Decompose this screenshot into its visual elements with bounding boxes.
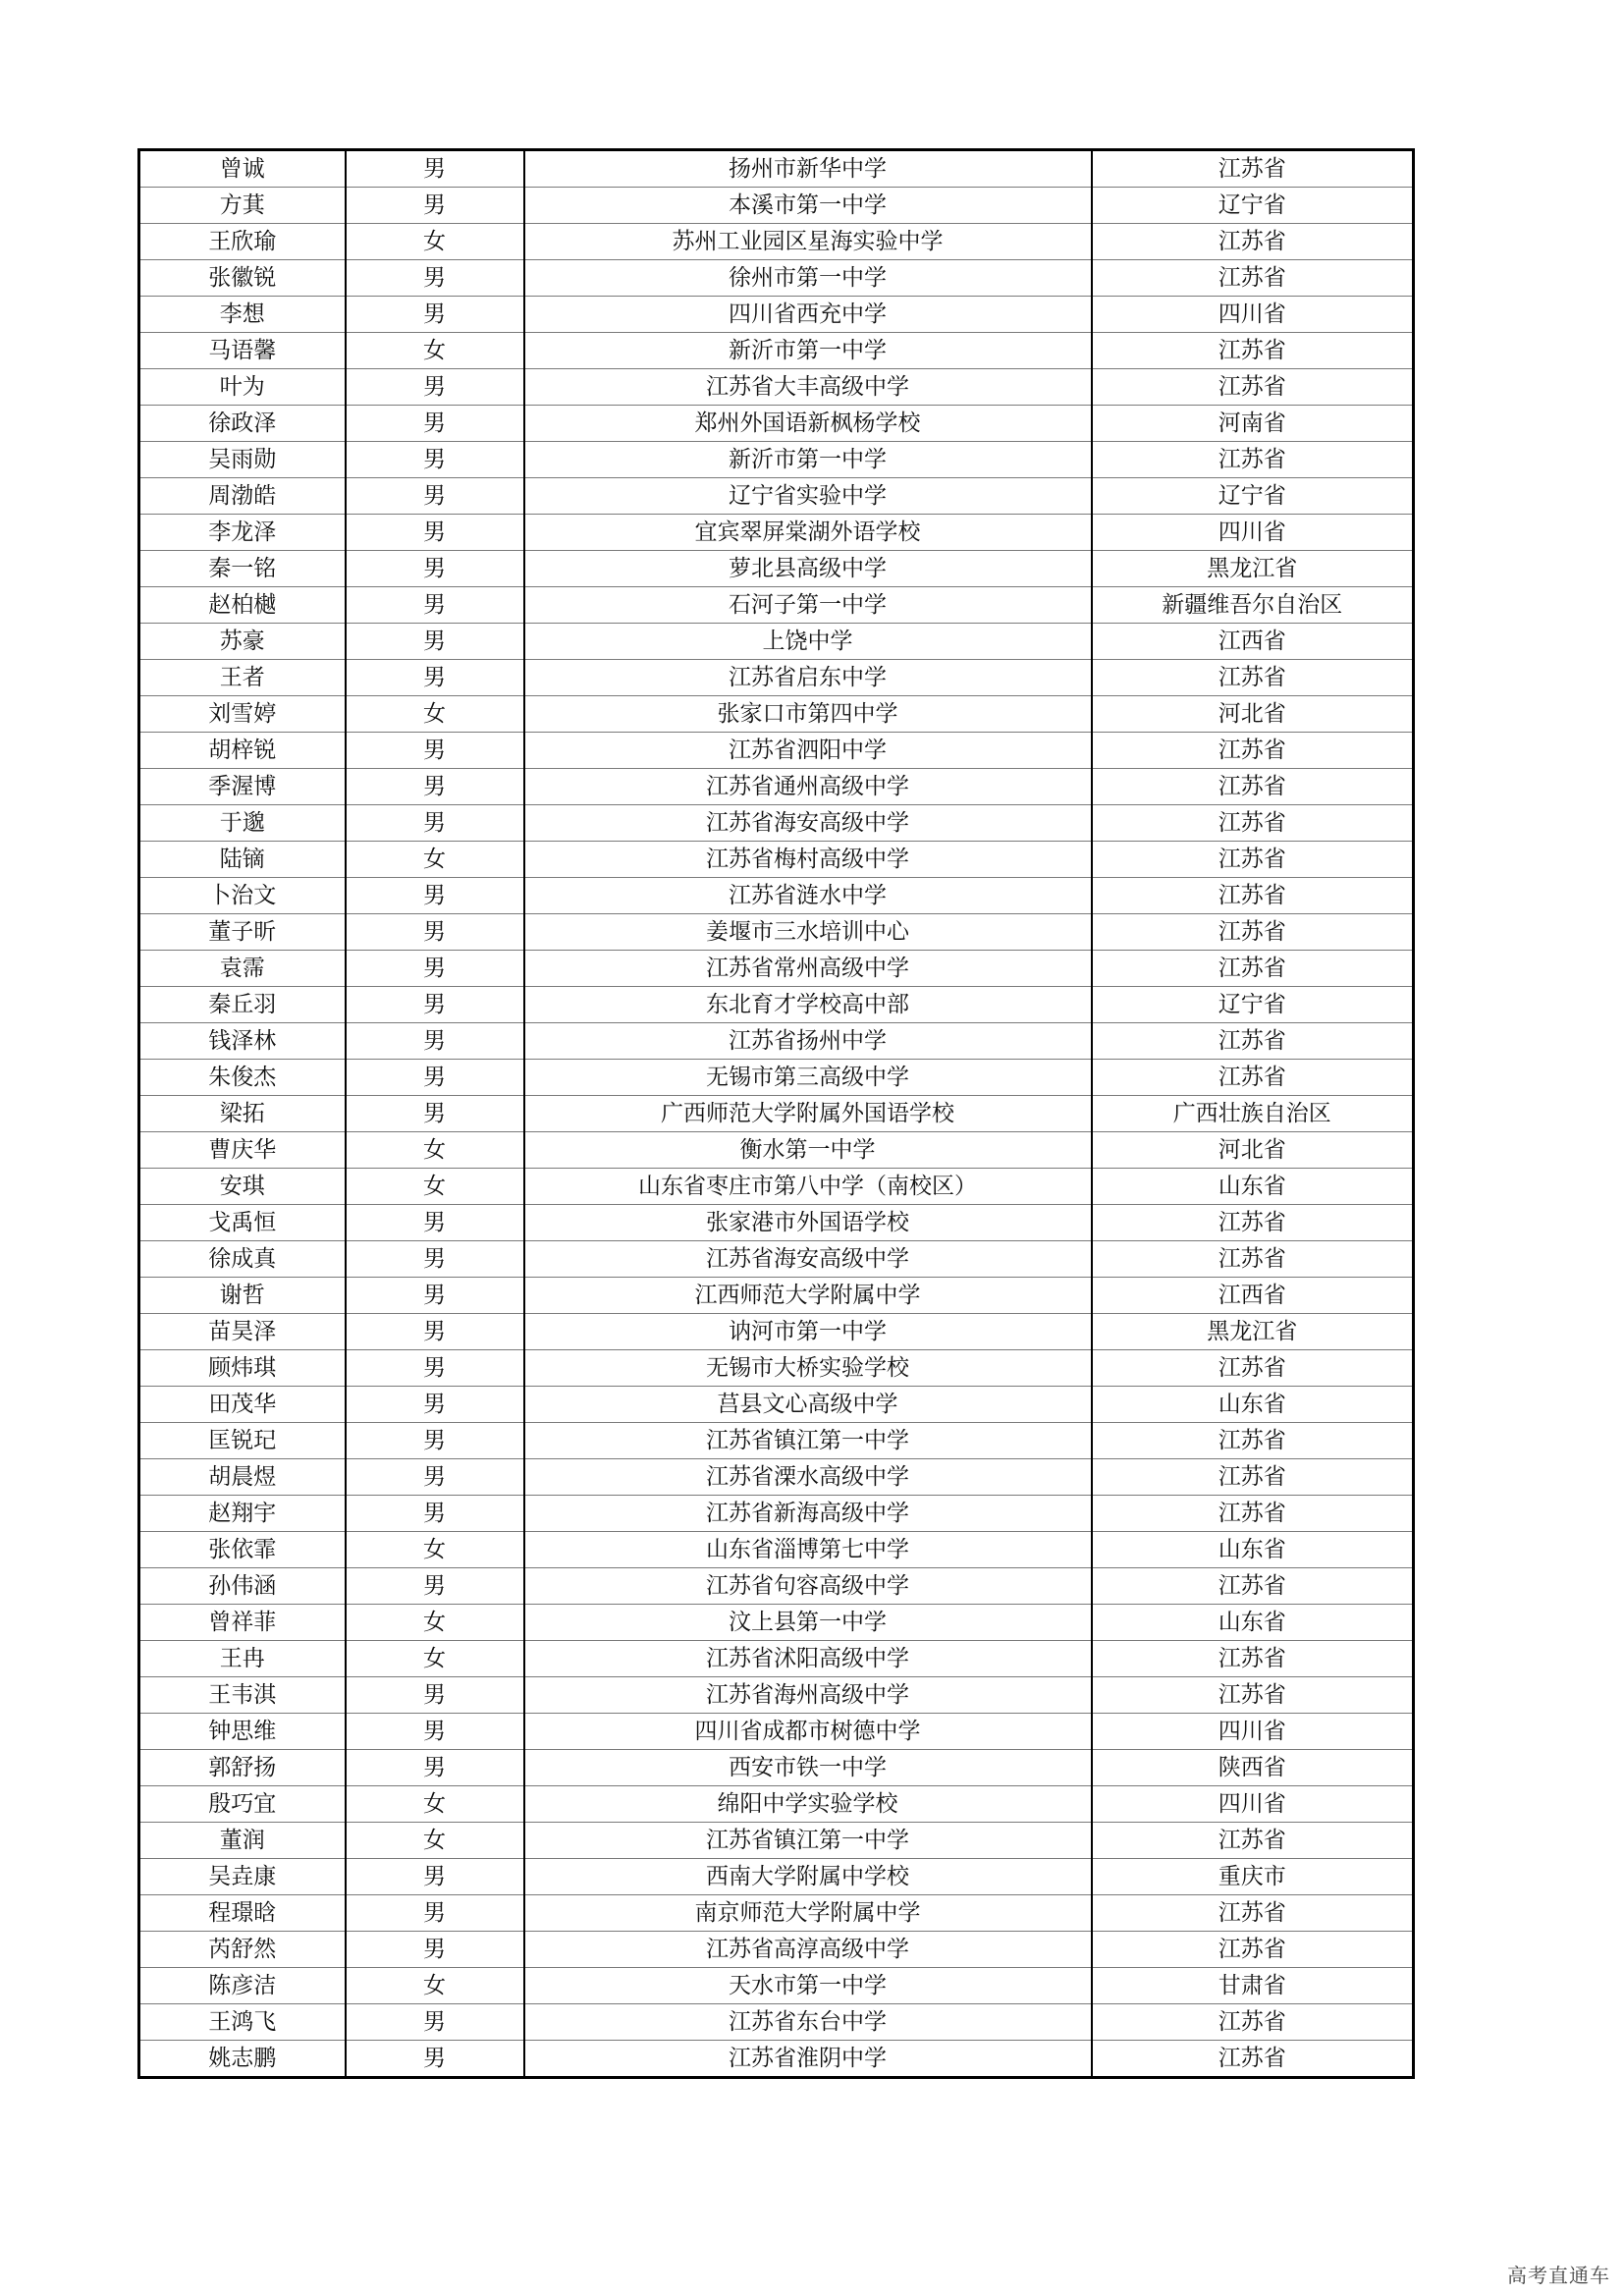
province-cell: 江苏省 xyxy=(1092,442,1414,478)
province-cell: 江苏省 xyxy=(1092,260,1414,297)
school-cell: 南京师范大学附属中学 xyxy=(524,1895,1092,1932)
student-name-cell: 曾祥菲 xyxy=(139,1605,346,1641)
school-cell: 汶上县第一中学 xyxy=(524,1605,1092,1641)
table-row xyxy=(139,805,1414,842)
gender-cell: 女 xyxy=(346,1968,524,2004)
table-row xyxy=(139,1677,1414,1714)
gender-cell: 男 xyxy=(346,587,524,624)
school-cell: 讷河市第一中学 xyxy=(524,1314,1092,1350)
school-cell: 扬州市新华中学 xyxy=(524,150,1092,188)
school-cell: 绵阳中学实验学校 xyxy=(524,1786,1092,1823)
student-name-cell: 胡晨煜 xyxy=(139,1459,346,1496)
gender-cell: 男 xyxy=(346,1278,524,1314)
table-row xyxy=(139,1895,1414,1932)
student-name-cell: 王者 xyxy=(139,660,346,696)
student-name-cell: 季渥博 xyxy=(139,769,346,805)
student-name-cell: 徐政泽 xyxy=(139,406,346,442)
table-row xyxy=(139,878,1414,914)
gender-cell: 男 xyxy=(346,442,524,478)
student-name-cell: 吴垚康 xyxy=(139,1859,346,1895)
gender-cell: 男 xyxy=(346,1241,524,1278)
school-cell: 无锡市第三高级中学 xyxy=(524,1060,1092,1096)
province-cell: 新疆维吾尔自治区 xyxy=(1092,587,1414,624)
province-cell: 江苏省 xyxy=(1092,1641,1414,1677)
table-row xyxy=(139,1714,1414,1750)
province-cell: 山东省 xyxy=(1092,1169,1414,1205)
school-cell: 江苏省沭阳高级中学 xyxy=(524,1641,1092,1677)
table-row xyxy=(139,369,1414,406)
table-row xyxy=(139,1278,1414,1314)
school-cell: 张家口市第四中学 xyxy=(524,696,1092,733)
student-name-cell: 马语馨 xyxy=(139,333,346,369)
school-cell: 新沂市第一中学 xyxy=(524,442,1092,478)
school-cell: 无锡市大桥实验学校 xyxy=(524,1350,1092,1387)
table-row xyxy=(139,1096,1414,1132)
province-cell: 四川省 xyxy=(1092,297,1414,333)
gender-cell: 男 xyxy=(346,1060,524,1096)
table-row xyxy=(139,842,1414,878)
table-row xyxy=(139,1786,1414,1823)
table-row xyxy=(139,297,1414,333)
gender-cell: 男 xyxy=(346,1895,524,1932)
school-cell: 衡水第一中学 xyxy=(524,1132,1092,1169)
province-cell: 江苏省 xyxy=(1092,1060,1414,1096)
gender-cell: 男 xyxy=(346,406,524,442)
student-name-cell: 叶为 xyxy=(139,369,346,406)
table-row xyxy=(139,551,1414,587)
province-cell: 江苏省 xyxy=(1092,1423,1414,1459)
gender-cell: 男 xyxy=(346,369,524,406)
student-name-cell: 王韦淇 xyxy=(139,1677,346,1714)
student-name-cell: 秦丘羽 xyxy=(139,987,346,1023)
student-name-cell: 曹庆华 xyxy=(139,1132,346,1169)
roster-table-body xyxy=(139,150,1414,2078)
province-cell: 江苏省 xyxy=(1092,878,1414,914)
gender-cell: 女 xyxy=(346,842,524,878)
table-row xyxy=(139,914,1414,951)
gender-cell: 男 xyxy=(346,1205,524,1241)
province-cell: 甘肃省 xyxy=(1092,1968,1414,2004)
province-cell: 江苏省 xyxy=(1092,1459,1414,1496)
school-cell: 姜堰市三水培训中心 xyxy=(524,914,1092,951)
school-cell: 山东省枣庄市第八中学（南校区） xyxy=(524,1169,1092,1205)
gender-cell: 男 xyxy=(346,1932,524,1968)
school-cell: 江苏省海安高级中学 xyxy=(524,805,1092,842)
table-row xyxy=(139,1241,1414,1278)
table-row xyxy=(139,1605,1414,1641)
student-name-cell: 董润 xyxy=(139,1823,346,1859)
table-row xyxy=(139,1750,1414,1786)
table-row xyxy=(139,624,1414,660)
school-cell: 江苏省通州高级中学 xyxy=(524,769,1092,805)
student-name-cell: 田茂华 xyxy=(139,1387,346,1423)
province-cell: 江苏省 xyxy=(1092,2004,1414,2041)
province-cell: 河北省 xyxy=(1092,1132,1414,1169)
table-row xyxy=(139,587,1414,624)
table-row xyxy=(139,150,1414,188)
gender-cell: 男 xyxy=(346,2041,524,2078)
gender-cell: 男 xyxy=(346,297,524,333)
school-cell: 天水市第一中学 xyxy=(524,1968,1092,2004)
school-cell: 江苏省大丰高级中学 xyxy=(524,369,1092,406)
table-row xyxy=(139,1169,1414,1205)
province-cell: 山东省 xyxy=(1092,1532,1414,1568)
school-cell: 江苏省海安高级中学 xyxy=(524,1241,1092,1278)
table-row xyxy=(139,260,1414,297)
student-name-cell: 卜治文 xyxy=(139,878,346,914)
school-cell: 苏州工业园区星海实验中学 xyxy=(524,224,1092,260)
gender-cell: 女 xyxy=(346,333,524,369)
school-cell: 四川省成都市树德中学 xyxy=(524,1714,1092,1750)
table-row xyxy=(139,951,1414,987)
gender-cell: 男 xyxy=(346,1568,524,1605)
school-cell: 徐州市第一中学 xyxy=(524,260,1092,297)
gender-cell: 男 xyxy=(346,1677,524,1714)
gender-cell: 男 xyxy=(346,769,524,805)
table-row xyxy=(139,660,1414,696)
school-cell: 江苏省扬州中学 xyxy=(524,1023,1092,1060)
student-name-cell: 苏豪 xyxy=(139,624,346,660)
school-cell: 江苏省高淳高级中学 xyxy=(524,1932,1092,1968)
school-cell: 江苏省溧水高级中学 xyxy=(524,1459,1092,1496)
student-name-cell: 赵柏樾 xyxy=(139,587,346,624)
school-cell: 江苏省东台中学 xyxy=(524,2004,1092,2041)
gender-cell: 男 xyxy=(346,805,524,842)
province-cell: 江苏省 xyxy=(1092,951,1414,987)
province-cell: 江西省 xyxy=(1092,1278,1414,1314)
table-row xyxy=(139,1350,1414,1387)
province-cell: 江苏省 xyxy=(1092,1350,1414,1387)
table-row xyxy=(139,1968,1414,2004)
student-name-cell: 谢哲 xyxy=(139,1278,346,1314)
student-name-cell: 顾炜琪 xyxy=(139,1350,346,1387)
table-row xyxy=(139,1060,1414,1096)
province-cell: 江苏省 xyxy=(1092,733,1414,769)
table-row xyxy=(139,1859,1414,1895)
province-cell: 江苏省 xyxy=(1092,1677,1414,1714)
school-cell: 东北育才学校高中部 xyxy=(524,987,1092,1023)
student-name-cell: 李想 xyxy=(139,297,346,333)
province-cell: 江苏省 xyxy=(1092,1895,1414,1932)
province-cell: 江苏省 xyxy=(1092,1023,1414,1060)
gender-cell: 女 xyxy=(346,1169,524,1205)
roster-table xyxy=(137,148,1415,2079)
table-row xyxy=(139,1023,1414,1060)
student-name-cell: 刘雪婷 xyxy=(139,696,346,733)
student-name-cell: 钟思维 xyxy=(139,1714,346,1750)
student-name-cell: 徐成真 xyxy=(139,1241,346,1278)
school-cell: 宜宾翠屏棠湖外语学校 xyxy=(524,515,1092,551)
province-cell: 辽宁省 xyxy=(1092,478,1414,515)
gender-cell: 男 xyxy=(346,951,524,987)
school-cell: 郑州外国语新枫杨学校 xyxy=(524,406,1092,442)
gender-cell: 男 xyxy=(346,1714,524,1750)
gender-cell: 男 xyxy=(346,260,524,297)
table-row xyxy=(139,224,1414,260)
school-cell: 山东省淄博第七中学 xyxy=(524,1532,1092,1568)
gender-cell: 男 xyxy=(346,624,524,660)
school-cell: 江西师范大学附属中学 xyxy=(524,1278,1092,1314)
table-row xyxy=(139,1496,1414,1532)
table-row xyxy=(139,1568,1414,1605)
school-cell: 江苏省镇江第一中学 xyxy=(524,1423,1092,1459)
table-row xyxy=(139,1314,1414,1350)
student-name-cell: 安琪 xyxy=(139,1169,346,1205)
gender-cell: 男 xyxy=(346,478,524,515)
province-cell: 江苏省 xyxy=(1092,1205,1414,1241)
student-name-cell: 王欣瑜 xyxy=(139,224,346,260)
school-cell: 江苏省常州高级中学 xyxy=(524,951,1092,987)
province-cell: 陕西省 xyxy=(1092,1750,1414,1786)
gender-cell: 男 xyxy=(346,1459,524,1496)
student-name-cell: 钱泽林 xyxy=(139,1023,346,1060)
gender-cell: 女 xyxy=(346,1132,524,1169)
province-cell: 江苏省 xyxy=(1092,805,1414,842)
province-cell: 江苏省 xyxy=(1092,1823,1414,1859)
gender-cell: 女 xyxy=(346,1532,524,1568)
gender-cell: 男 xyxy=(346,188,524,224)
table-row xyxy=(139,1387,1414,1423)
student-name-cell: 殷巧宜 xyxy=(139,1786,346,1823)
province-cell: 黑龙江省 xyxy=(1092,1314,1414,1350)
student-name-cell: 匡锐玘 xyxy=(139,1423,346,1459)
gender-cell: 男 xyxy=(346,1750,524,1786)
student-name-cell: 秦一铭 xyxy=(139,551,346,587)
table-row xyxy=(139,1423,1414,1459)
table-row xyxy=(139,333,1414,369)
gender-cell: 女 xyxy=(346,1823,524,1859)
student-name-cell: 芮舒然 xyxy=(139,1932,346,1968)
gender-cell: 男 xyxy=(346,1423,524,1459)
school-cell: 萝北县高级中学 xyxy=(524,551,1092,587)
province-cell: 广西壮族自治区 xyxy=(1092,1096,1414,1132)
province-cell: 江苏省 xyxy=(1092,1932,1414,1968)
gender-cell: 男 xyxy=(346,660,524,696)
table-row xyxy=(139,733,1414,769)
gender-cell: 男 xyxy=(346,987,524,1023)
student-name-cell: 陈彦洁 xyxy=(139,1968,346,2004)
student-name-cell: 赵翔宇 xyxy=(139,1496,346,1532)
table-row xyxy=(139,2041,1414,2078)
gender-cell: 男 xyxy=(346,733,524,769)
province-cell: 辽宁省 xyxy=(1092,987,1414,1023)
school-cell: 张家港市外国语学校 xyxy=(524,1205,1092,1241)
gender-cell: 男 xyxy=(346,914,524,951)
province-cell: 江苏省 xyxy=(1092,660,1414,696)
gender-cell: 男 xyxy=(346,1023,524,1060)
student-name-cell: 王鸿飞 xyxy=(139,2004,346,2041)
student-name-cell: 曾诚 xyxy=(139,150,346,188)
student-name-cell: 吴雨勋 xyxy=(139,442,346,478)
province-cell: 江苏省 xyxy=(1092,914,1414,951)
student-name-cell: 苗昊泽 xyxy=(139,1314,346,1350)
student-name-cell: 胡梓锐 xyxy=(139,733,346,769)
table-row xyxy=(139,1823,1414,1859)
gender-cell: 男 xyxy=(346,1859,524,1895)
school-cell: 四川省西充中学 xyxy=(524,297,1092,333)
table-row xyxy=(139,1459,1414,1496)
student-name-cell: 方萁 xyxy=(139,188,346,224)
student-name-cell: 陆镝 xyxy=(139,842,346,878)
table-row xyxy=(139,769,1414,805)
school-cell: 江苏省句容高级中学 xyxy=(524,1568,1092,1605)
gender-cell: 男 xyxy=(346,551,524,587)
province-cell: 江苏省 xyxy=(1092,333,1414,369)
table-row xyxy=(139,515,1414,551)
student-name-cell: 周渤皓 xyxy=(139,478,346,515)
province-cell: 四川省 xyxy=(1092,1714,1414,1750)
province-cell: 重庆市 xyxy=(1092,1859,1414,1895)
student-name-cell: 姚志鹏 xyxy=(139,2041,346,2078)
school-cell: 莒县文心高级中学 xyxy=(524,1387,1092,1423)
student-name-cell: 董子昕 xyxy=(139,914,346,951)
province-cell: 江苏省 xyxy=(1092,842,1414,878)
table-row xyxy=(139,1641,1414,1677)
student-name-cell: 张依霏 xyxy=(139,1532,346,1568)
province-cell: 江苏省 xyxy=(1092,769,1414,805)
gender-cell: 男 xyxy=(346,1387,524,1423)
table-row xyxy=(139,1132,1414,1169)
gender-cell: 男 xyxy=(346,150,524,188)
gender-cell: 男 xyxy=(346,878,524,914)
province-cell: 辽宁省 xyxy=(1092,188,1414,224)
watermark-text: 高考直通车 xyxy=(1507,2264,1610,2287)
school-cell: 西南大学附属中学校 xyxy=(524,1859,1092,1895)
gender-cell: 男 xyxy=(346,1350,524,1387)
gender-cell: 女 xyxy=(346,1605,524,1641)
student-name-cell: 戈禹恒 xyxy=(139,1205,346,1241)
province-cell: 江苏省 xyxy=(1092,2041,1414,2078)
table-row xyxy=(139,1932,1414,1968)
school-cell: 辽宁省实验中学 xyxy=(524,478,1092,515)
province-cell: 四川省 xyxy=(1092,1786,1414,1823)
table-row xyxy=(139,188,1414,224)
gender-cell: 男 xyxy=(346,1096,524,1132)
gender-cell: 男 xyxy=(346,1496,524,1532)
school-cell: 西安市铁一中学 xyxy=(524,1750,1092,1786)
table-row xyxy=(139,442,1414,478)
school-cell: 江苏省新海高级中学 xyxy=(524,1496,1092,1532)
province-cell: 江苏省 xyxy=(1092,1496,1414,1532)
table-row xyxy=(139,406,1414,442)
school-cell: 江苏省启东中学 xyxy=(524,660,1092,696)
gender-cell: 女 xyxy=(346,1641,524,1677)
province-cell: 黑龙江省 xyxy=(1092,551,1414,587)
school-cell: 上饶中学 xyxy=(524,624,1092,660)
table-row xyxy=(139,2004,1414,2041)
school-cell: 江苏省镇江第一中学 xyxy=(524,1823,1092,1859)
student-name-cell: 朱俊杰 xyxy=(139,1060,346,1096)
student-name-cell: 梁拓 xyxy=(139,1096,346,1132)
province-cell: 江苏省 xyxy=(1092,224,1414,260)
province-cell: 江苏省 xyxy=(1092,1568,1414,1605)
student-name-cell: 孙伟涵 xyxy=(139,1568,346,1605)
school-cell: 江苏省梅村高级中学 xyxy=(524,842,1092,878)
school-cell: 广西师范大学附属外国语学校 xyxy=(524,1096,1092,1132)
student-name-cell: 郭舒扬 xyxy=(139,1750,346,1786)
table-row xyxy=(139,987,1414,1023)
school-cell: 新沂市第一中学 xyxy=(524,333,1092,369)
student-name-cell: 李龙泽 xyxy=(139,515,346,551)
school-cell: 石河子第一中学 xyxy=(524,587,1092,624)
gender-cell: 男 xyxy=(346,515,524,551)
student-name-cell: 程璟晗 xyxy=(139,1895,346,1932)
student-name-cell: 张徽锐 xyxy=(139,260,346,297)
table-row xyxy=(139,1532,1414,1568)
gender-cell: 男 xyxy=(346,1314,524,1350)
province-cell: 四川省 xyxy=(1092,515,1414,551)
province-cell: 山东省 xyxy=(1092,1387,1414,1423)
province-cell: 江苏省 xyxy=(1092,369,1414,406)
student-name-cell: 王冉 xyxy=(139,1641,346,1677)
school-cell: 江苏省泗阳中学 xyxy=(524,733,1092,769)
province-cell: 江西省 xyxy=(1092,624,1414,660)
province-cell: 河南省 xyxy=(1092,406,1414,442)
province-cell: 江苏省 xyxy=(1092,1241,1414,1278)
school-cell: 江苏省淮阴中学 xyxy=(524,2041,1092,2078)
gender-cell: 男 xyxy=(346,2004,524,2041)
gender-cell: 女 xyxy=(346,1786,524,1823)
table-row xyxy=(139,696,1414,733)
province-cell: 山东省 xyxy=(1092,1605,1414,1641)
gender-cell: 女 xyxy=(346,224,524,260)
table-row xyxy=(139,1205,1414,1241)
student-name-cell: 于邈 xyxy=(139,805,346,842)
table-row xyxy=(139,478,1414,515)
school-cell: 本溪市第一中学 xyxy=(524,188,1092,224)
school-cell: 江苏省海州高级中学 xyxy=(524,1677,1092,1714)
student-name-cell: 袁霈 xyxy=(139,951,346,987)
gender-cell: 女 xyxy=(346,696,524,733)
school-cell: 江苏省涟水中学 xyxy=(524,878,1092,914)
province-cell: 河北省 xyxy=(1092,696,1414,733)
province-cell: 江苏省 xyxy=(1092,150,1414,188)
